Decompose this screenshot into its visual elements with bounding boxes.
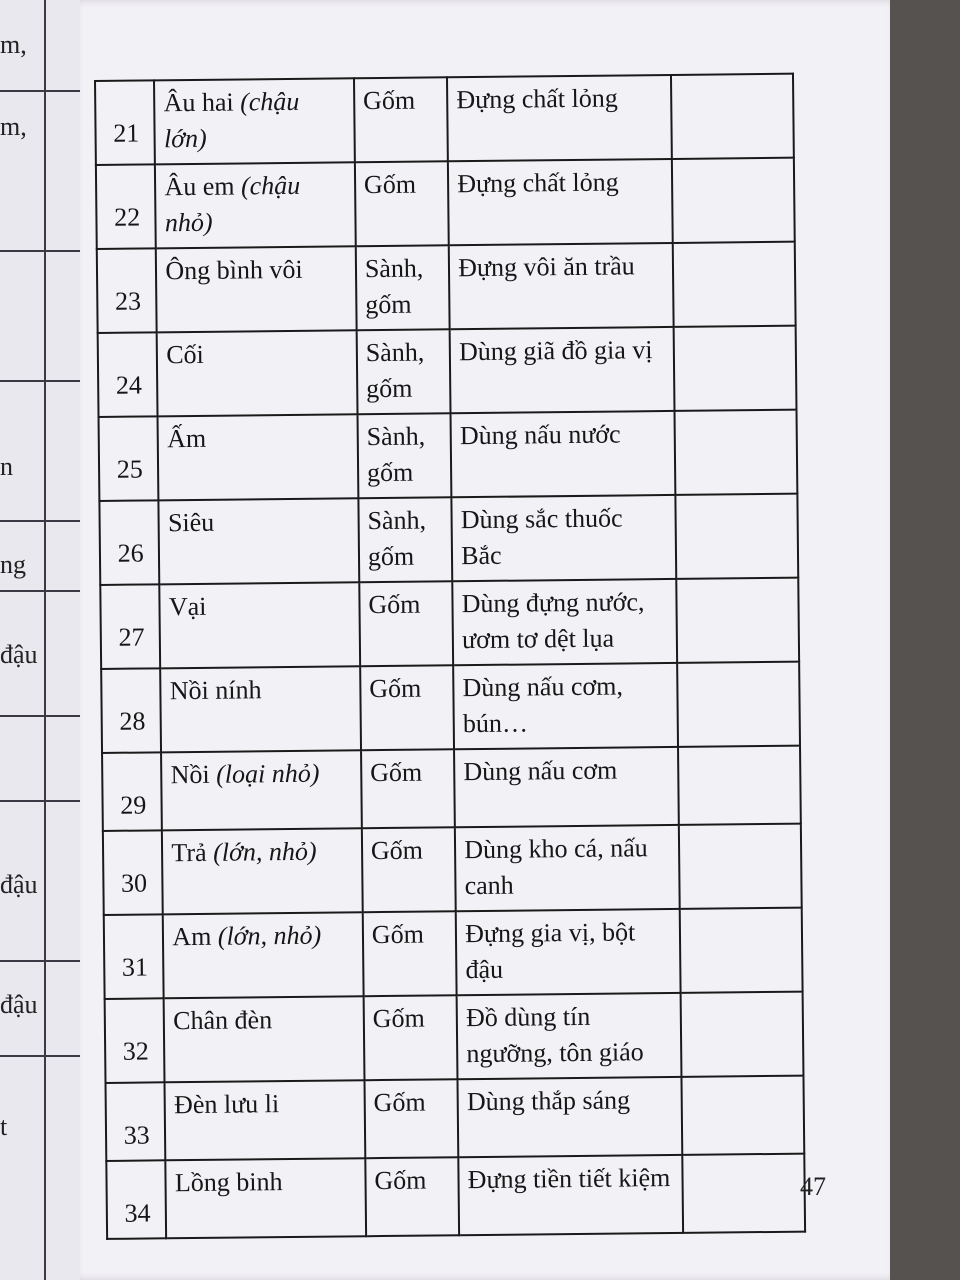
table-row: [99, 410, 798, 501]
table-row: [101, 662, 800, 753]
usage: Dùng nấu nước: [451, 411, 675, 497]
item-name-cell: [161, 750, 361, 830]
page-number: 47: [800, 1172, 826, 1201]
usage: Đựng tiền tiết kiệm: [458, 1155, 682, 1235]
empty-note-cell: [682, 1154, 805, 1233]
item-name-cell: [155, 162, 355, 248]
material: Gốm: [354, 77, 448, 162]
table-row: [100, 578, 799, 669]
item-name-cell: [160, 582, 360, 668]
row-number: 32: [105, 998, 165, 1083]
material: Gốm: [365, 1157, 459, 1236]
item-name: Ấm: [166, 423, 207, 454]
usage: Dùng kho cá, nấu canh: [455, 825, 679, 911]
table-row: [98, 326, 797, 417]
table-row: [106, 1076, 805, 1161]
item-name: Đèn lưu li: [173, 1089, 280, 1120]
row-number: 24: [98, 332, 158, 417]
row-number: 27: [100, 584, 160, 669]
empty-note-cell: [674, 410, 797, 495]
item-name: Siêu: [167, 507, 215, 538]
material: Gốm: [355, 161, 449, 246]
item-name-cell: [154, 78, 354, 164]
left-page-rule: [0, 380, 80, 382]
left-page-fragment: t: [0, 1112, 8, 1141]
material: Gốm: [364, 1079, 458, 1158]
item-name-cell: [164, 996, 364, 1082]
left-page-column-rule: [44, 0, 46, 1280]
row-number: 33: [106, 1082, 166, 1161]
item-name-note: (loại nhỏ): [215, 758, 320, 789]
empty-note-cell: [681, 1076, 804, 1155]
left-page-rule: [0, 590, 80, 592]
table-row: [106, 1154, 805, 1239]
row-number: 34: [106, 1160, 166, 1239]
row-number: 22: [96, 164, 156, 249]
usage: Đựng chất lỏng: [447, 75, 671, 161]
left-page-fragment: n: [0, 452, 13, 481]
usage: Đựng vôi ăn trầu: [449, 243, 673, 329]
empty-note-cell: [677, 662, 800, 747]
usage: Đựng chất lỏng: [448, 159, 672, 245]
item-name-note: (lớn, nhỏ): [217, 920, 322, 951]
item-name: Vại: [168, 591, 207, 622]
left-facing-page: [0, 0, 90, 1280]
left-page-rule: [0, 715, 80, 717]
table-row: [105, 992, 804, 1083]
item-name-note: (lớn, nhỏ): [212, 836, 317, 867]
material: Sành, gốm: [356, 329, 450, 414]
row-number: 25: [99, 416, 159, 501]
table-row: [102, 746, 801, 831]
empty-note-cell: [675, 494, 798, 579]
item-name: Âu hai: [163, 87, 234, 118]
item-name-cell: [156, 246, 356, 332]
item-name: Nồi nính: [169, 675, 262, 706]
usage: Dùng nấu cơm, bún…: [453, 663, 677, 749]
row-number: 26: [99, 500, 159, 585]
table-row: [103, 824, 802, 915]
material: Sành, gốm: [358, 497, 452, 582]
row-number: 29: [102, 752, 162, 831]
item-name: Ông bình vôi: [165, 254, 303, 286]
left-page-fragment: đậu: [0, 990, 38, 1019]
material: Gốm: [360, 665, 454, 750]
left-page-fragment: m,: [0, 112, 27, 141]
item-name-note: (chậu nhỏ): [164, 170, 301, 238]
item-name: Nồi: [170, 759, 210, 790]
left-page-rule: [0, 520, 80, 522]
empty-note-cell: [680, 992, 803, 1077]
item-name-cell: [163, 912, 363, 998]
item-name-cell: [158, 414, 358, 500]
usage: Dùng thắp sáng: [458, 1077, 682, 1157]
empty-note-cell: [676, 578, 799, 663]
left-page-rule: [0, 250, 80, 252]
item-name: Âu em: [164, 171, 235, 202]
table-row: [99, 494, 798, 585]
empty-note-cell: [671, 74, 794, 159]
item-name: Cối: [166, 339, 204, 370]
empty-note-cell: [673, 242, 796, 327]
empty-note-cell: [672, 158, 795, 243]
usage: Đồ dùng tín ngưỡng, tôn giáo: [457, 993, 681, 1079]
material: Gốm: [362, 827, 456, 912]
table-row: [95, 74, 794, 165]
material: Sành, gốm: [356, 245, 450, 330]
row-number: 30: [103, 830, 163, 915]
left-page-rule: [0, 1055, 80, 1057]
material: Gốm: [363, 995, 457, 1080]
artifact-table: [94, 73, 806, 1240]
row-number: 23: [97, 248, 157, 333]
left-page-rule: [0, 960, 80, 962]
artifact-table-body: [95, 74, 805, 1239]
table-row: [96, 158, 795, 249]
material: Gốm: [361, 749, 455, 828]
material: Sành, gốm: [357, 413, 451, 498]
table-row: [104, 908, 803, 999]
item-name-cell: [159, 498, 359, 584]
usage: Đựng gia vị, bột đậu: [456, 909, 680, 995]
empty-note-cell: [673, 326, 796, 411]
row-number: 28: [101, 668, 161, 753]
item-name: Lồng binh: [174, 1167, 283, 1198]
item-name: Trả: [171, 837, 207, 868]
row-number: 31: [104, 914, 164, 999]
left-page-rule: [0, 800, 80, 802]
usage: Dùng nấu cơm: [454, 747, 678, 827]
item-name-cell: [162, 828, 362, 914]
background-surface: [890, 0, 960, 1280]
material: Gốm: [359, 581, 453, 666]
left-page-fragment: đậu: [0, 640, 38, 669]
empty-note-cell: [678, 746, 801, 825]
item-name: Chân đèn: [173, 1005, 273, 1036]
left-page-fragment: m,: [0, 30, 27, 59]
material: Gốm: [363, 911, 457, 996]
item-name-cell: [161, 666, 361, 752]
empty-note-cell: [679, 908, 802, 993]
row-number: 21: [95, 80, 155, 165]
book-page: [80, 0, 898, 1280]
usage: Dùng đựng nước, ươm tơ dệt lụa: [452, 579, 676, 665]
artifact-table-wrapper: [94, 73, 806, 1240]
left-page-fragment: ng: [0, 550, 26, 579]
item-name: Am: [172, 921, 212, 952]
left-page-rule: [0, 90, 80, 92]
usage: Dùng sắc thuốc Bắc: [452, 495, 676, 581]
left-page-fragment: đậu: [0, 870, 38, 899]
item-name-note: (chậu lớn): [163, 86, 300, 154]
table-row: [97, 242, 796, 333]
item-name-cell: [157, 330, 357, 416]
usage: Dùng giã đồ gia vị: [450, 327, 674, 413]
empty-note-cell: [679, 824, 802, 909]
item-name-cell: [165, 1080, 365, 1160]
item-name-cell: [166, 1158, 366, 1238]
